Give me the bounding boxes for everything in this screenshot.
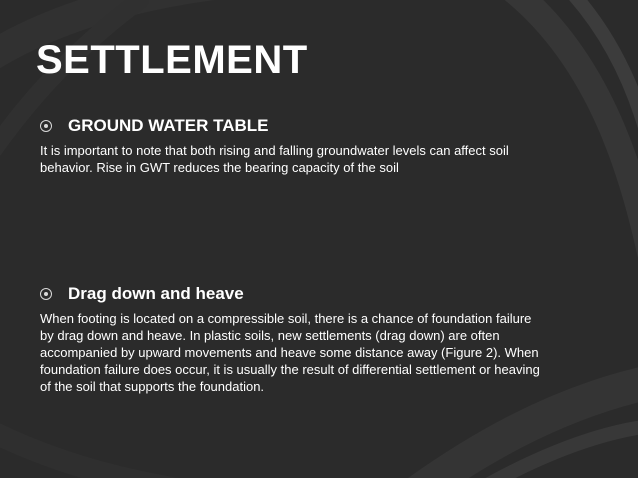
bg-arc-7 bbox=[0, 420, 260, 478]
section-ground-water-table bbox=[40, 114, 560, 176]
section-body: It is important to note that both rising and falling groundwater levels can affect soil behavior. Rise in GWT reduces the bearing capacity of the soil bbox=[40, 143, 509, 175]
target-bullet-icon bbox=[40, 288, 52, 300]
section-body: When footing is located on a compressible soil, there is a chance of foundation failure by drag down and heave. In plastic soils, new settlements (drag down) are often accompanied by upward movements and heave some distance away (Figure 2). When foundation failure does occur, it is usually the result of differential settlement or heaving of the soil that supports the foundation. bbox=[40, 311, 540, 394]
bullet-row bbox=[40, 282, 560, 306]
section-heading: Drag down and heave bbox=[68, 284, 244, 303]
target-bullet-icon bbox=[40, 120, 52, 132]
section-heading: GROUND WATER TABLE bbox=[68, 116, 269, 135]
slide-title: SETTLEMENT bbox=[36, 38, 308, 82]
bullet-row bbox=[40, 114, 560, 138]
section-drag-down-and-heave bbox=[40, 282, 560, 395]
